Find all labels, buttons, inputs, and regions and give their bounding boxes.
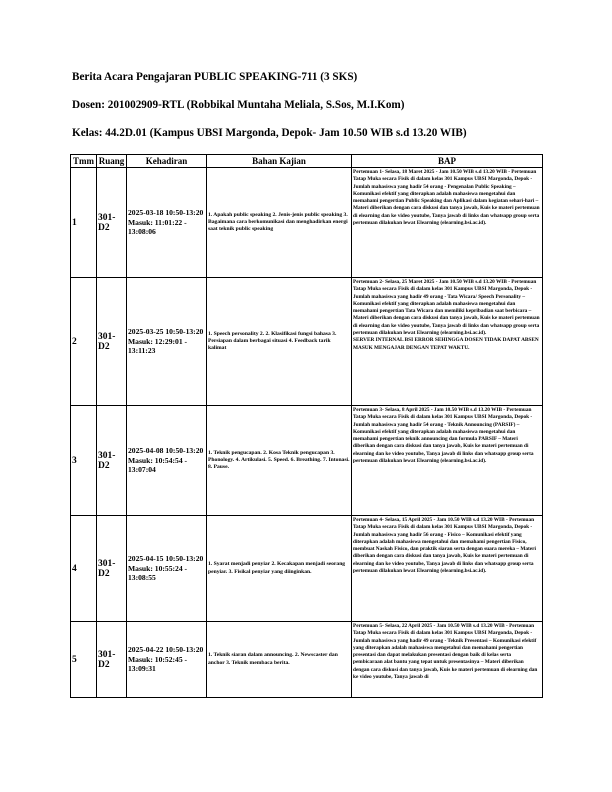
table-row [71,406,543,516]
schedule-time: 2025-03-25 10:50-13:20 [128,327,204,337]
table-row [71,516,543,622]
bap-cell [352,406,543,516]
attendance-cell [127,516,207,622]
meeting-number-cell: 3 [71,406,97,516]
table-body [71,168,543,698]
bap-text: Pertemuan 5- Selasa, 22 April 2025 - Jam 10.50 WIB s.d 13.20 WIB - Pertemuan Tatap Muka secara Fisik di dalam kelas 301 Kampus UBSI Margonda, Depok - Jumlah mahasiswa yang hadir 49 orang - Teknik Presentasi – Komunikasi efektif yang diterapkan adalah mahasiswa mengetahui dan memahami pengertian presentasi dan dapat melakukan presentasi dengan baik di kelas serta pembicaraan alat bantu yang tepat untuk presentasinya – Materi diberikan dengan cara diskusi dan tanya jawab, Kuis ke materi pertemuan di elearning dan ke video youtube, Tanya jawab di [353,623,538,681]
teaching-report-table [70,154,543,698]
column-header-room: Ruang [97,155,127,168]
bap-text: Pertemuan 4- Selasa, 15 April 2025 - Jam 10.50 WIB s.d 13.20 WIB - Pertemuan Tatap Muka secara Fisik di dalam kelas 301 Kampus UBSI Margonda, Depok - Jumlah mahasiswa yang hadir 56 orang - Fisico – Komunikasi efektif yang diterapkan adalah mahasiswa mengetahui dan memahami pengertian Fisico, membuat Naskah Fisico, dan praktik siaran serta dengan suara mereka – Materi diberikan dengan cara diskusi dan tanya jawab, Kuis ke materi pertemuan di elearning dan ke video youtube, Tanya jawab di links dan whatsapp group serta pertemuan dilakukan lewat Elearning (elearning.bsi.ac.id). [353,517,536,575]
lecturer-line: Dosen: 201002909-RTL (Robbikal Muntaha Meliala, S.Sos, M.I.Kom) [72,99,405,111]
bap-text: Pertemuan 3- Selasa, 8 April 2025 - Jam 10.50 WIB s.d 13.20 WIB - Pertemuan Tatap Muka secara Fisik di dalam kelas 301 Kampus UBSI Margonda, Depok - Jumlah mahasiswa yang hadir 54 orang - Teknik Announcing (PARSIF) – Komunikasi efektif yang diterapkan adalah mahasiswa mengetahui dan memahami pengertian teknik announcing dan formula PARSIF – Materi diberikan dengan cara diskusi dan tanya jawab, Kuis ke materi pertemuan di elearning dan ke video youtube, Tanya jawab di links dan whatsapp group serta pertemuan dilakukan lewat Elearning (elearning.bsi.ac.id). [353,407,534,465]
column-header-topic: Bahan Kajian [207,155,352,168]
bap-cell [352,622,543,698]
schedule-time: 2025-03-18 10:50-13:20 [128,208,204,218]
attendance-cell [127,278,207,406]
schedule-time: 2025-04-08 10:50-13:20 [128,446,204,456]
bap-cell [352,516,543,622]
topic-cell: 1. Speech personality 2. 2. Klasifikasi fungsi bahasa 3. Persiapan dalam berbagai situasi 4. Feedback tarik kalimat [207,278,352,406]
course-title: Berita Acara Pengajaran PUBLIC SPEAKING-711 (3 SKS) [72,71,358,83]
meeting-number-cell: 5 [71,622,97,698]
table-row [71,278,543,406]
check-in-time: Masuk: 11:01:22 - 13:08:06 [128,217,187,237]
topic-cell: 1. Teknik siaran dalam announcing. 2. Newscaster dan anchor 3. Teknik membaca berita. [207,622,352,698]
table-header-row [71,155,543,168]
topic-cell: 1. Syarat menjadi penyiar 2. Kecakapan menjadi seorang penyiar. 3. Fisikal penyiar yang diinginkan. [207,516,352,622]
bap-text: SERVER INTERNAL BSI ERROR SEHINGGA DOSEN TIDAK DAPAT ABSEN MASUK MENGAJAR DENGAN TEPAT WAKTU. [353,337,539,351]
bap-text: Pertemuan 2- Selasa, 25 Maret 2025 - Jam 10.50 WIB s.d 13.20 WIB - Pertemuan Tatap Muka secara Fisik di dalam kelas 301 Kampus UBSI Margonda, Depok - Jumlah mahasiswa yang hadir 49 orang - Tata Wicara/ Speech Personality – Komunikasi efektif yang diterapkan adalah mahasiswa mengetahui dan memahami pengertian Tata Wicara dan memiliki kepribadian saat berbicara – Materi diberikan dengan cara diskusi dan tanya jawab, Kuis ke materi pertemuan di elearning dan ke video youtube, Tanya jawab di links dan whatsapp group serta pertemuan dilakukan lewat Elearning (elearning.bsi.ac.id). [353,279,540,337]
room-cell: 301-D2 [97,406,127,516]
meeting-number-cell: 1 [71,168,97,278]
check-in-time: Masuk: 10:52:45 - 13:09:31 [128,654,188,674]
topic-cell: 1. Teknik pengucapan. 2. Kosa Teknik pengucapan 3. Phonology. 4. Artikulasi. 5. Speed. 6. Breathing. 7. Intonasi. 8. Pause. [207,406,352,516]
room-cell: 301-D2 [97,168,127,278]
meeting-number-cell: 4 [71,516,97,622]
attendance-cell [127,168,207,278]
column-header-bap: BAP [352,155,543,168]
attendance-cell [127,406,207,516]
room-cell: 301-D2 [97,278,127,406]
check-in-time: Masuk: 12:29:01 - 13:11:23 [128,336,188,356]
table-row [71,622,543,698]
column-header-attendance: Kehadiran [127,155,207,168]
class-line: Kelas: 44.2D.01 (Kampus UBSI Margonda, Depok- Jam 10.50 WIB s.d 13.20 WIB) [72,127,467,139]
table-row [71,168,543,278]
column-header-meeting: Tmm [71,155,97,168]
room-cell: 301-D2 [97,622,127,698]
schedule-time: 2025-04-22 10:50-13:20 [128,645,204,655]
attendance-cell [127,622,207,698]
meeting-number-cell: 2 [71,278,97,406]
check-in-time: Masuk: 10:54:54 - 13:07:04 [128,455,188,475]
bap-cell [352,168,543,278]
bap-text: Pertemuan 1- Selasa, 18 Maret 2025 - Jam 10.50 WIB s.d 13.20 WIB - Pertemuan Tatap Muka secara Fisik di dalam kelas 301 Kampus UBSI Margonda, Depok - Jumlah mahasiswa yang hadir 54 orang - Pengenalan Public Speaking – Komunikasi efektif yang diterapkan adalah mahasiswa mengetahui dan memahami pengertian Public Speaking dan Aplikasi dalam kegiatan sehari-hari – Materi diberikan dengan cara diskusi dan tanya jawab, Kuis ke materi pertemuan di elearning dan ke video youtube, Tanya jawab di links dan whatsapp group serta pertemuan dilakukan lewat Elearning (elearning.bsi.ac.id). [353,169,540,227]
check-in-time: Masuk: 10:55:24 - 13:08:55 [128,563,188,583]
schedule-time: 2025-04-15 10:50-13:20 [128,554,204,564]
room-cell: 301-D2 [97,516,127,622]
bap-cell [352,278,543,406]
topic-cell: 1. Apakah public speaking 2. Jenis-jenis public speaking 3. Bagaimana cara berkomunikasi dan menghadirkan energi saat teknik public speaking [207,168,352,278]
